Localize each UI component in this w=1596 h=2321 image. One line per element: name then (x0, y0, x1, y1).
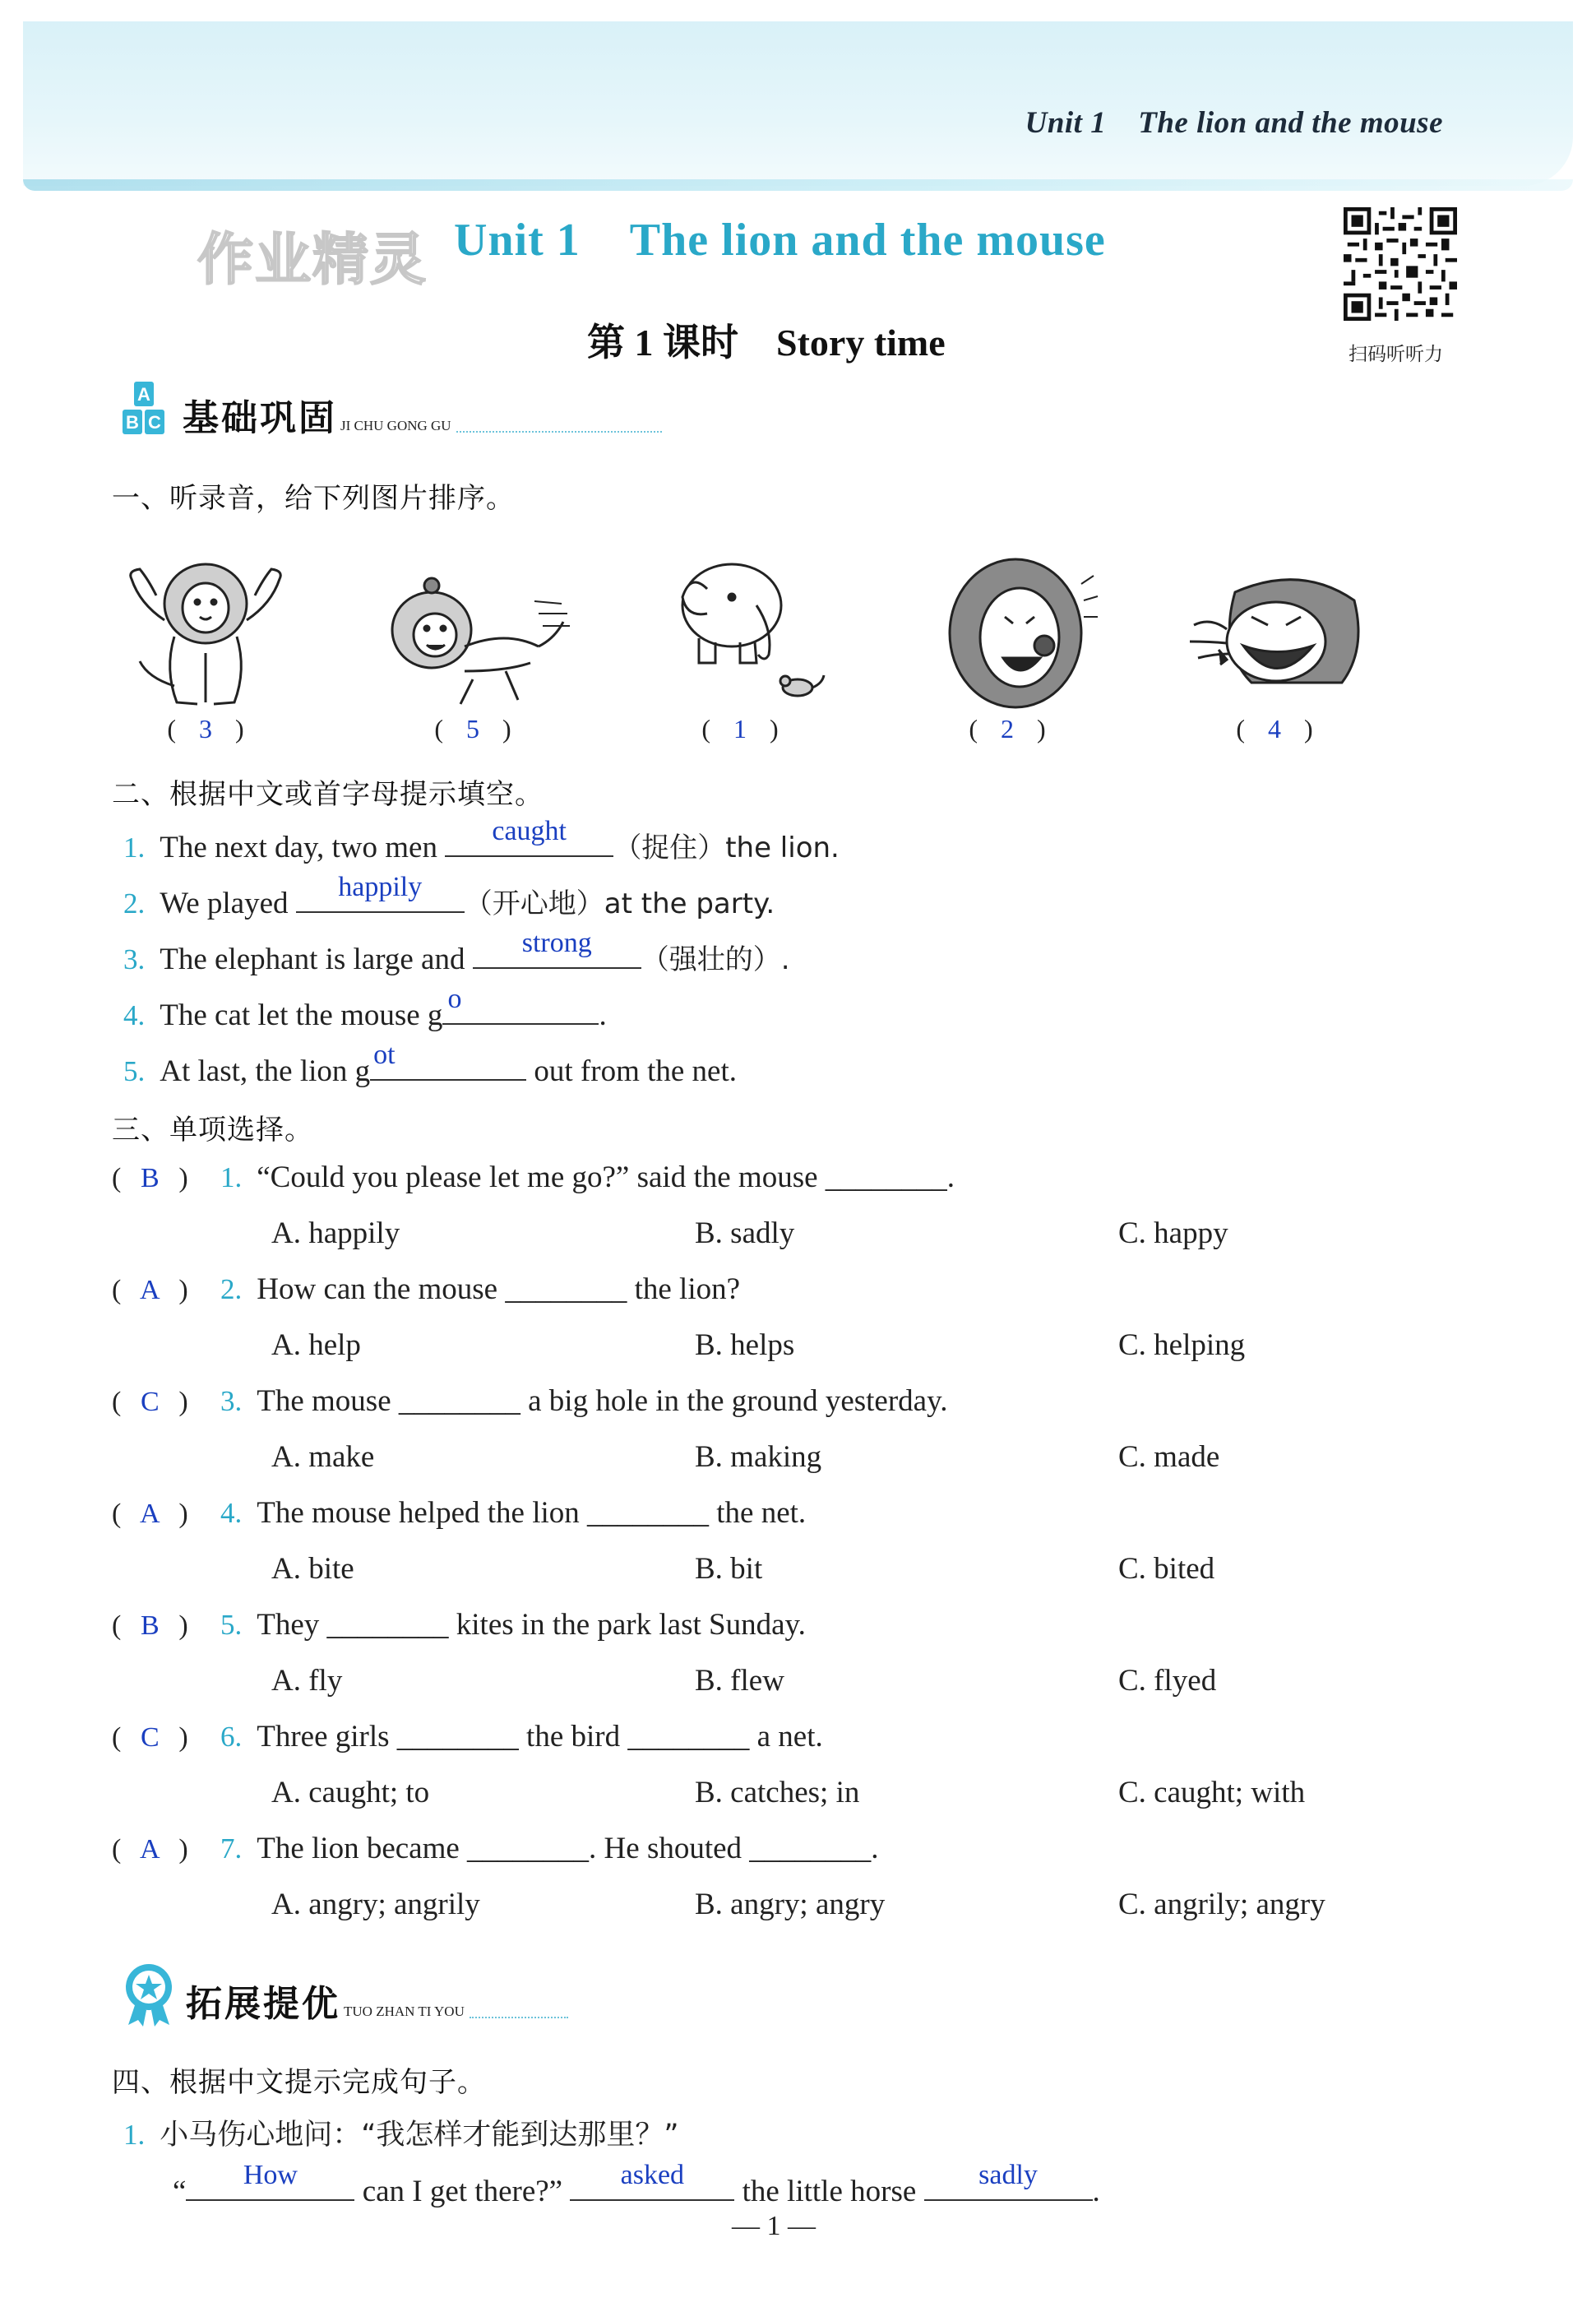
running-head: Unit 1 The lion and the mouse (1025, 106, 1443, 140)
mcq-option-b[interactable]: B. bit (695, 1552, 763, 1586)
mcq-question-5: ( B ) 5. They ________ kites in the park last Sunday. (112, 1608, 806, 1642)
unit-number: Unit 1 (454, 215, 581, 266)
mcq-answer[interactable]: A (140, 1834, 160, 1865)
mcq-answer[interactable]: B (140, 1163, 160, 1193)
answer-blank[interactable]: asked (570, 2168, 734, 2201)
answer-blank[interactable]: strong (473, 936, 641, 969)
answer-blank[interactable]: caught (445, 824, 613, 857)
mcq-option-c[interactable]: C. happy (1118, 1216, 1228, 1250)
abc-blocks-icon (112, 380, 174, 441)
question-heading-4: 四、根据中文提示完成句子。 (112, 2066, 486, 2099)
mcq-option-a[interactable]: A. bite (271, 1552, 354, 1586)
section-title: 拓展提优 (186, 1983, 340, 2025)
mcq-question-1: ( B ) 1. “Could you please let me go?” said the mouse ________. (112, 1160, 955, 1194)
mcq-answer[interactable]: A (140, 1499, 160, 1529)
header-band (23, 21, 1573, 186)
mcq-option-c[interactable]: C. flyed (1118, 1664, 1217, 1698)
picture-order-answer-4: ( 2 ) (969, 714, 1046, 744)
answer-blank[interactable]: How (186, 2168, 354, 2201)
section-pinyin: JI CHU GONG GU (340, 418, 451, 433)
star-ribbon-icon (120, 1961, 178, 2027)
lion-mouse-face-icon (937, 551, 1102, 716)
svg-text:B: B (126, 412, 139, 433)
svg-text:C: C (148, 412, 161, 433)
mcq-option-c[interactable]: C. helping (1118, 1328, 1246, 1362)
answer-blank[interactable]: o (442, 992, 599, 1025)
fill-item-3: 3. The elephant is large and strong （强壮的）. (123, 928, 790, 976)
elephant-mouse-icon (650, 540, 830, 712)
mcq-answer[interactable]: C (140, 1722, 160, 1753)
unit-title (454, 214, 1106, 266)
mcq-question-4: ( A ) 4. The mouse helped the lion ________ the net. (112, 1496, 807, 1530)
mcq-question-7: ( A ) 7. The lion became ________. He shouted ________. (112, 1832, 879, 1865)
translate-item-1-english: “ How can I get there?” asked the little horse sadly . (173, 2160, 1100, 2208)
picture-order-answer-2: ( 5 ) (434, 714, 511, 744)
fill-item-5: 5. At last, the lion g ot out from the net. (123, 1040, 738, 1088)
mcq-answer[interactable]: B (140, 1610, 160, 1641)
section-pinyin: TUO ZHAN TI YOU (344, 2004, 465, 2019)
answer-blank[interactable]: happily (296, 880, 465, 913)
fill-item-2: 2. We played happily （开心地）at the party. (123, 872, 775, 920)
translate-item-1-chinese: 1. 小马伤心地问：“我怎样才能到达那里？” (123, 2119, 679, 2152)
mcq-question-6: ( C ) 6. Three girls ________ the bird ________ a net. (112, 1720, 823, 1753)
unit-name: The lion and the mouse (629, 215, 1106, 266)
watermark-logo: 作业精灵 (197, 228, 428, 293)
mcq-option-b[interactable]: B. flew (695, 1664, 784, 1698)
lion-roaring-icon (1177, 568, 1367, 699)
mcq-option-b[interactable]: B. sadly (695, 1216, 795, 1250)
mcq-option-a[interactable]: A. help (271, 1328, 361, 1362)
question-heading-3: 三、单项选择。 (112, 1114, 313, 1147)
section-rule (470, 2017, 568, 2018)
fill-item-4: 4. The cat let the mouse g o . (123, 984, 607, 1032)
page-number: — 1 — (732, 2211, 816, 2241)
mcq-option-c[interactable]: C. made (1118, 1440, 1220, 1474)
section-header-basics (112, 380, 662, 441)
mcq-option-a[interactable]: A. caught; to (271, 1776, 430, 1809)
qr-caption: 扫码听听力 (1349, 344, 1443, 365)
lesson-title: 第 1 课时 Story time (587, 322, 946, 364)
answer-blank[interactable]: ot (370, 1048, 526, 1081)
mcq-option-b[interactable]: B. angry; angry (695, 1888, 886, 1921)
mcq-option-c[interactable]: C. bited (1118, 1552, 1215, 1586)
svg-text:A: A (137, 384, 150, 405)
mcq-question-3: ( C ) 3. The mouse ________ a big hole in the ground yesterday. (112, 1384, 948, 1418)
answer-blank[interactable]: sadly (924, 2168, 1093, 2201)
mcq-question-2: ( A ) 2. How can the mouse ________ the lion? (112, 1272, 741, 1306)
lion-running-icon (374, 556, 571, 720)
mcq-option-c[interactable]: C. caught; with (1118, 1776, 1306, 1809)
mcq-option-a[interactable]: A. happily (271, 1216, 400, 1250)
lion-flexing-icon (115, 546, 296, 719)
mcq-option-c[interactable]: C. angrily; angry (1118, 1888, 1325, 1921)
picture-order-answer-1: ( 3 ) (167, 714, 244, 744)
question-heading-1: 一、听录音，给下列图片排序。 (112, 482, 515, 515)
picture-order-answer-5: ( 4 ) (1236, 714, 1313, 744)
qr-code-icon[interactable] (1344, 207, 1457, 321)
section-header-extension (120, 1961, 568, 2027)
mcq-answer[interactable]: A (140, 1275, 160, 1305)
mcq-answer[interactable]: C (140, 1387, 160, 1417)
mcq-option-a[interactable]: A. make (271, 1440, 375, 1474)
mcq-option-b[interactable]: B. helps (695, 1328, 795, 1362)
mcq-option-b[interactable]: B. making (695, 1440, 822, 1474)
section-title: 基础巩固 (183, 397, 337, 439)
fill-item-1: 1. The next day, two men caught （捉住）the lion. (123, 816, 840, 864)
section-rule (456, 431, 662, 433)
mcq-option-a[interactable]: A. fly (271, 1664, 343, 1698)
question-heading-2: 二、根据中文或首字母提示填空。 (112, 778, 544, 811)
picture-order-answer-3: ( 1 ) (701, 714, 779, 744)
mcq-option-a[interactable]: A. angry; angrily (271, 1888, 480, 1921)
mcq-option-b[interactable]: B. catches; in (695, 1776, 860, 1809)
